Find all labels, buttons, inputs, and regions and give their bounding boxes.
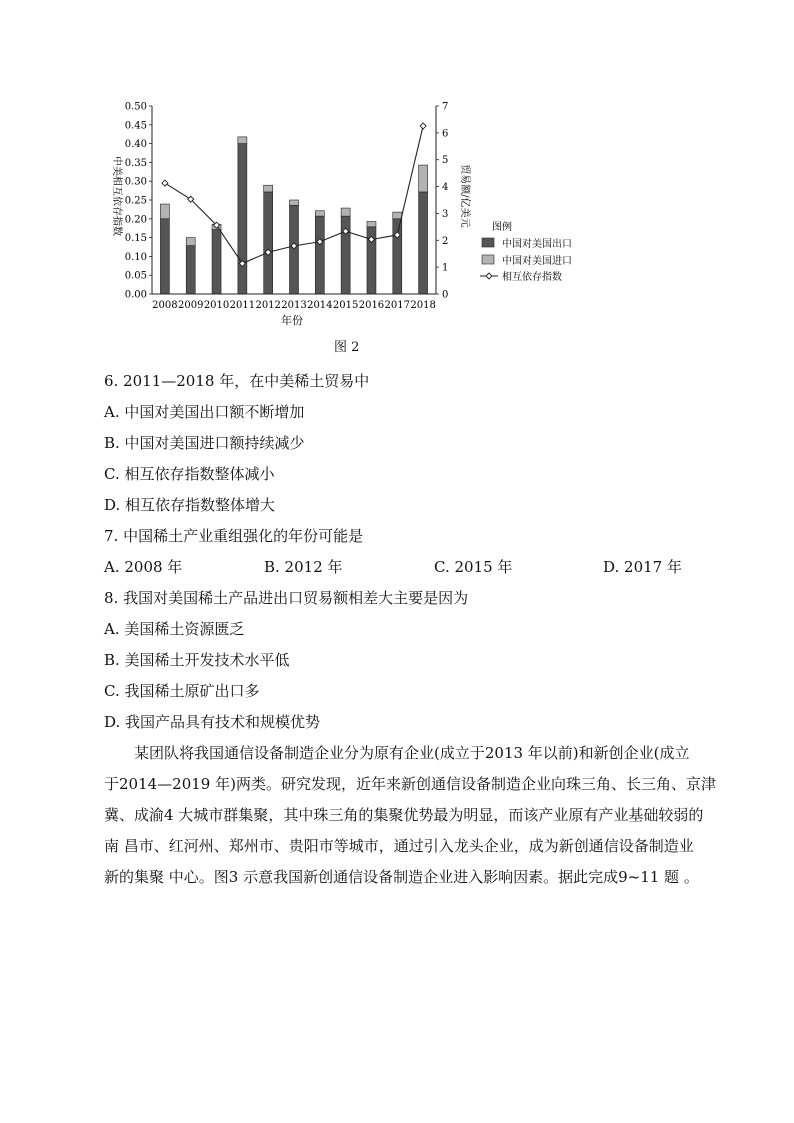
left-tick-label: 0.20 [124,214,147,226]
x-tick-label: 2012 [255,300,281,311]
export-bar [186,246,195,294]
x-tick-label: 2014 [307,300,333,311]
x-tick-label: 2011 [229,300,256,311]
legend-swatch-export [482,238,494,247]
question-7-option-b: B. 2012 年 [264,558,343,576]
legend-title: 图例 [492,222,512,233]
index-point [420,123,426,129]
x-tick-label: 2008 [152,300,178,311]
right-axis-label: 贸易额/亿美元 [459,164,470,228]
passage-line: 新的集聚 中心。图3 示意我国新创通信设备制造企业进入影响因素。据此完成9~11 题 。 [104,868,699,886]
question-6-stem: 6. 2011—2018 年，在中美稀土贸易中 [104,372,370,390]
legend [480,220,572,283]
left-tick-label: 0.15 [124,233,147,245]
question-8-option-c: C. 我国稀土原矿出口多 [104,682,260,700]
trade-chart [100,96,620,336]
import-bar [367,221,376,226]
right-tick-label: 2 [442,235,449,247]
x-tick-label: 2016 [358,300,385,311]
question-7-options [104,556,704,576]
question-7-stem: 7. 中国稀土产业重组强化的年份可能是 [104,527,364,545]
import-bar [160,204,169,219]
right-tick-label: 4 [442,182,449,194]
export-bar [160,219,169,294]
index-line-series [162,123,426,267]
x-tick-label: 2017 [384,300,410,311]
right-tick-label: 3 [442,208,449,220]
export-bar [290,205,299,294]
right-y-axis [436,102,448,301]
left-tick-label: 0.50 [124,101,147,113]
x-tick-label: 2015 [332,300,359,311]
x-axis-label: 年份 [281,314,303,327]
legend-swatch-import [482,255,494,264]
index-point [162,180,168,186]
question-8-option-a: A. 美国稀土资源匮乏 [104,620,245,638]
right-tick-label: 6 [442,128,449,140]
right-tick-label: 5 [442,155,449,167]
left-tick-label: 0.00 [124,289,147,301]
question-8-option-b: B. 美国稀土开发技术水平低 [104,651,290,669]
legend-marker [486,273,492,279]
question-6-option-b: B. 中国对美国进口额持续减少 [104,434,305,452]
right-tick-label: 7 [442,101,449,113]
question-8-stem: 8. 我国对美国稀土产品进出口贸易额相差大主要是因为 [104,589,469,607]
legend-label-index: 相互依存指数 [502,272,562,283]
x-tick-label: 2018 [410,300,436,311]
import-bar [341,208,350,216]
question-8-option-d: D. 我国产品具有技术和规模优势 [104,713,321,731]
x-axis [152,294,436,311]
question-7-option-c: C. 2015 年 [434,558,513,576]
x-tick-label: 2010 [203,300,230,311]
import-bar [393,212,402,219]
bar-series [160,137,427,294]
export-bar [419,192,428,294]
left-tick-label: 0.40 [124,139,147,151]
left-y-axis [125,102,152,301]
export-bar [264,192,273,294]
passage-line: 某团队将我国通信设备制造企业分为原有企业(成立于2013 年以前)和新创企业(成立 [104,744,690,762]
import-bar [290,200,299,205]
export-bar [315,216,324,294]
x-tick-label: 2009 [178,300,204,311]
question-6-option-d: D. 相互依存指数整体增大 [104,496,276,514]
import-bar [238,137,247,144]
left-tick-label: 0.05 [124,270,147,282]
export-bar [393,219,402,294]
passage-line: 南 昌市、红河州、郑州市、贵阳市等城市，通过引入龙头企业，成为新创通信设备制造业 [104,837,694,855]
export-bar [212,230,221,294]
left-tick-label: 0.25 [124,195,147,207]
passage-line: 于2014—2019 年)两类。研究发现，近年来新创通信设备制造企业向珠三角、长三角、京津 [104,775,716,793]
legend-label-export: 中国对美国出口 [502,239,572,250]
passage-line: 冀、成渝4 大城市群集聚，其中珠三角的集聚优势最为明显，而该产业原有产业基础较弱的 [104,806,704,824]
question-7-option-a: A. 2008 年 [104,558,183,576]
figure-caption: 图 2 [334,340,360,355]
right-tick-label: 0 [442,289,449,301]
x-tick-label: 2013 [281,300,307,311]
import-bar [315,211,324,216]
question-6-option-a: A. 中国对美国出口额不断增加 [104,403,305,421]
left-tick-label: 0.30 [124,176,147,188]
import-bar [264,185,273,192]
question-6-option-c: C. 相互依存指数整体减小 [104,465,275,483]
import-bar [186,238,195,246]
right-tick-label: 1 [442,262,449,274]
left-tick-label: 0.35 [124,157,147,169]
reading-passage [104,738,716,893]
left-tick-label: 0.10 [124,251,147,263]
legend-label-import: 中国对美国进口 [502,256,572,267]
left-tick-label: 0.45 [124,120,147,132]
import-bar [419,165,428,192]
export-bar [238,144,247,294]
left-axis-label: 中美相互依存指数 [111,156,122,236]
question-7-option-d: D. 2017 年 [603,558,682,576]
